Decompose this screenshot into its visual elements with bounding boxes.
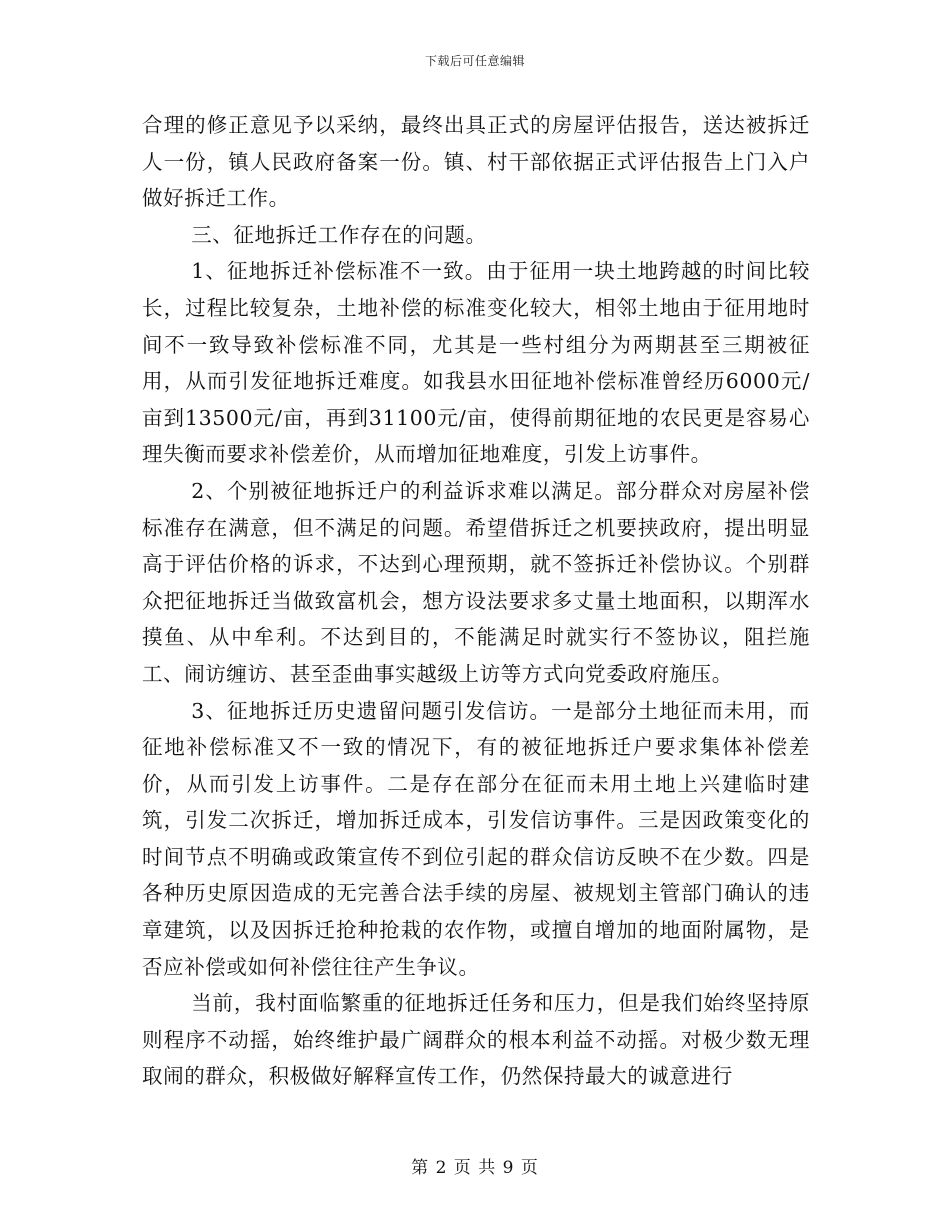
paragraph-continuation: 合理的修正意见予以采纳，最终出具正式的房屋评估报告，送达被拆迁人一份，镇人民政府备案一份。镇、村干部依据正式评估报告上门入户做好拆迁工作。 [142,113,810,211]
document-body [142,107,810,1095]
paragraph-issue-2: 2、个别被征地拆迁户的利益诉求难以满足。部分群众对房屋补偿标准存在满意，但不满足的问题。希望借拆迁之机要挟政府，提出明显高于评估价格的诉求，不达到心理预期，就不签拆迁补偿协议。个别群众把征地拆迁当做致富机会，想方设法要求多丈量土地面积，以期浑水摸鱼、从中牟利。不达到目的，不能满足时就实行不签协议，阻拦施工、闹访缠访、甚至歪曲事实越级上访等方式向党委政府施压。 [142,478,810,686]
page-header: 下载后可任意编辑 [424,54,525,68]
section-heading: 三、征地拆迁工作存在的问题。 [191,222,487,247]
paragraph-issue-1: 1、征地拆迁补偿标准不一致。由于征用一块土地跨越的时间比较长，过程比较复杂，土地补偿的标准变化较大，相邻土地由于征用地时间不一致导致补偿标准不同，尤其是一些村组分为两期甚至三期被征用，从而引发征地拆迁难度。如我县水田征地补偿标准曾经历6000元/亩到13500元/亩，再到31100元/亩，使得前期征地的农民更是容易心理失衡而要求补偿差价，从而增加征地难度，引发上访事件。 [142,259,810,467]
page-number-footer: 第 2 页 共 9 页 [411,1158,539,1178]
paragraph-current-situation: 当前，我村面临繁重的征地拆迁任务和压力，但是我们始终坚持原则程序不动摇，始终维护最广阔群众的根本利益不动摇。对极少数无理取闹的群众，积极做好解释宣传工作，仍然保持最大的诚意进行 [142,991,810,1089]
paragraph-issue-3: 3、征地拆迁历史遗留问题引发信访。一是部分土地征而未用，而征地补偿标准又不一致的情况下，有的被征地拆迁户要求集体补偿差价，从而引发上访事件。二是存在部分在征而未用土地上兴建临时建筑，引发二次拆迁，增加拆迁成本，引发信访事件。三是因政策变化的时间节点不明确或政策宣传不到位引起的群众信访反映不在少数。四是各种历史原因造成的无完善合法手续的房屋、被规划主管部门确认的违章建筑，以及因拆迁抢种抢栽的农作物，或擅自增加的地面附属物，是否应补偿或如何补偿往往产生争议。 [142,698,810,979]
